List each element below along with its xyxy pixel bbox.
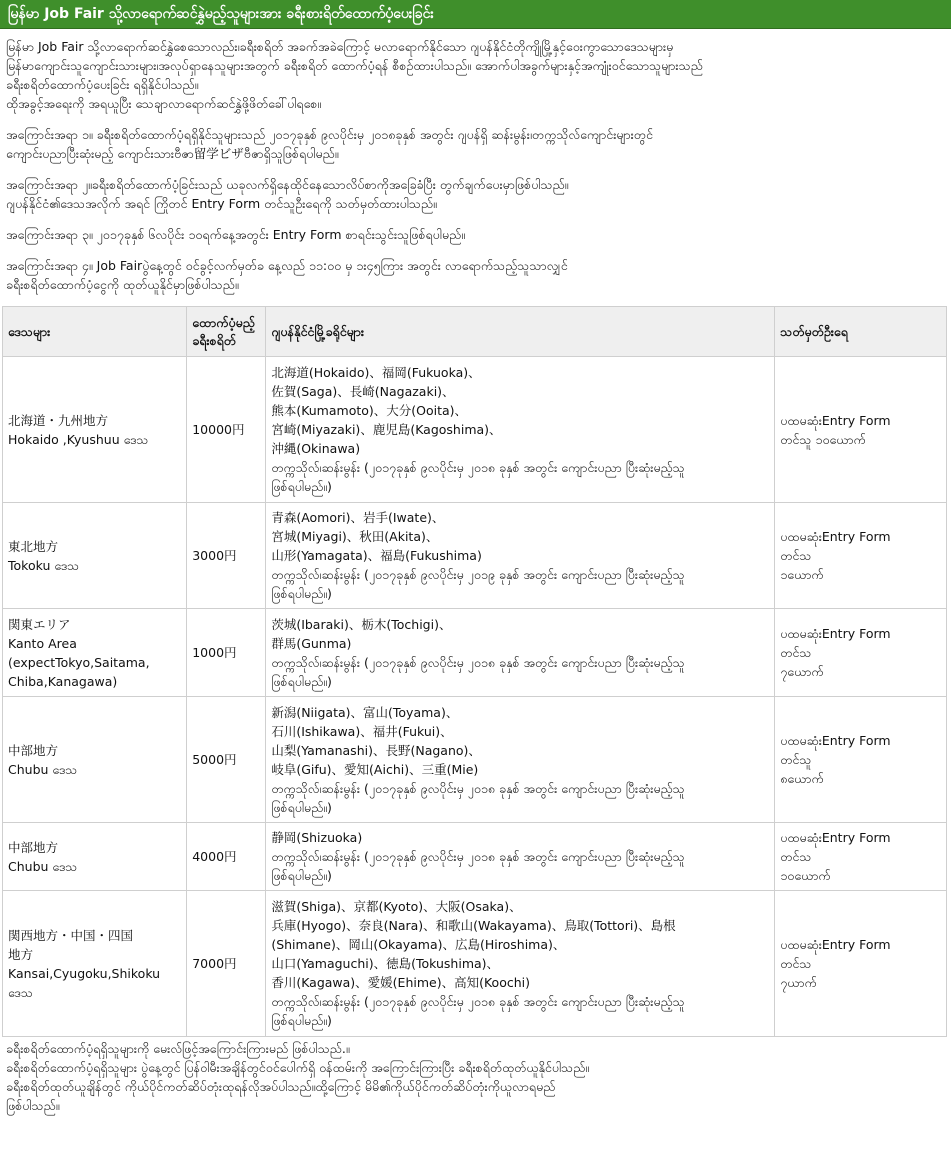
intro-line: ခရီးစရိတ်ထောက်ပံ့ပေးခြင်း ရရှိနိုင်ပါသည်။ xyxy=(6,77,199,92)
prefectures-cell-line: 滋賀(Shiga)、京都(Kyoto)、大阪(Osaka)、 xyxy=(271,899,522,914)
outro-line: ဖြစ်ပါသည်။ xyxy=(6,1098,60,1113)
table-body xyxy=(3,357,947,1037)
quota-cell-line: ၈ယောက် xyxy=(780,771,824,786)
prefectures-cell-line: 群馬(Gunma) xyxy=(271,635,352,651)
quota-cell-line: တင်သ xyxy=(780,645,812,660)
table-row xyxy=(3,357,947,503)
prefectures-cell-line: တက္ကသိုလ်၊ဆန်းမွန်း (၂၀၁၇ခုနှစ် ၉လပိုင်းမှ ၂၀၁၈ ခုနှစ် အတွင်း ကျောင်းပညာ ပြီးဆုံးမည့်သူ xyxy=(271,654,685,670)
intro-paragraph xyxy=(6,225,945,244)
outro-line: ခရီးစရိတ်ထောက်ပံ့ရရှိသူများ ပွဲနေ့တွင် ပြန်ဝါမီးအချိန်တွင်ဝင်ပေါက်ရှိ ဝန်ထမ်းကို အကြောင်းကြားပြီး ခရီးစရိတ်ထုတ်ယူနိုင်ပါသည်။ xyxy=(6,1060,590,1075)
intro-line: ထိုအခွင့်အရေးကို အရယူပြီး သေချာလာရောက်ဆင်နွှဲဖို့ဖိတ်ခေါ်ပါရစေ။ xyxy=(6,96,322,111)
header-region: ဒေသများ xyxy=(3,307,187,357)
region-cell-line: Hokaido ,Kyushuu ဒေသ xyxy=(8,431,149,447)
quota-cell-line: ပထမဆုံးEntry Form xyxy=(780,733,891,748)
prefectures-cell-line: တက္ကသိုလ်၊ဆန်းမွန်း (၂၀၁၇ခုနှစ် ၉လပိုင်းမှ ၂၀၁၈ ခုနှစ် အတွင်း ကျောင်းပညာ ပြီးဆုံးမည့်သူ xyxy=(271,780,685,796)
table-row xyxy=(3,823,947,891)
region-cell-line: 関東エリア xyxy=(8,616,71,632)
prefectures-cell-line: 佐賀(Saga)、長崎(Nagazaki)、 xyxy=(271,384,455,399)
region-cell-line: 中部地方 xyxy=(8,839,59,855)
prefectures-cell xyxy=(266,609,775,697)
header-fee-line2: ခရီးစရိတ် xyxy=(192,332,236,348)
intro-line: အကြောင်းအရာ ၃။ ၂၀၁၇ခုနှစ် ၆လပိုင်း ၁၀ရက်နေ့အတွင်း Entry Form စာရင်းသွင်းသူဖြစ်ရပါမည်။ xyxy=(6,227,465,242)
region-cell-line: 中部地方 xyxy=(8,742,59,758)
prefectures-cell-line: 新潟(Niigata)、富山(Toyama)、 xyxy=(271,704,459,720)
intro-paragraph xyxy=(6,175,945,213)
table-row xyxy=(3,609,947,697)
quota-cell-line: ၇ယာက် xyxy=(780,975,817,990)
prefectures-cell-line: တက္ကသိုလ်၊ဆန်းမွန်း (၂၀၁၇ခုနှစ် ၉လပိုင်းမှ ၂၀၁၉ ခုနှစ် အတွင်း ကျောင်းပညာ ပြီးဆုံးမည့်သူ xyxy=(271,567,685,582)
prefectures-cell-line: 山口(Yamaguchi)、徳島(Tokushima)、 xyxy=(271,956,500,971)
prefectures-cell-line: တက္ကသိုလ်၊ဆန်းမွန်း (၂၀၁၇ခုနှစ် ၉လပိုင်းမှ ၂၀၁၈ ခုနှစ် အတွင်း ကျောင်းပညာ ပြီးဆုံးမည့်သူ xyxy=(271,849,685,864)
quota-cell-line: တင်သ xyxy=(780,548,812,563)
intro-line: မြန်မာကျောင်းသူကျောင်းသားများ၊အလုပ်ရှာနေသူများအတွက် ခရီးစရိတ် ထောက်ပံ့ရန် စီစဉ်ထားပါသည်။ အောက်ပါအခွက်များနှင့်အကျုံးဝင်သောသူများသည် xyxy=(6,58,703,73)
region-cell-line: Kansai,Cyugoku,Shikoku xyxy=(8,965,161,981)
quota-cell-line: ပထမဆုံးEntry Form xyxy=(780,937,891,952)
prefectures-cell-line: ဖြစ်ရပါမည်။) xyxy=(271,868,332,883)
intro-line: ဂျပန်နိုင်ငံ၏ဒေသအလိုက် အရင် ကြိုတင် Entry Form တင်သူဦးရေကို သတ်မှတ်ထားပါသည်။ xyxy=(6,196,437,211)
quota-cell-line: ၁ယောက် xyxy=(780,567,824,582)
prefectures-cell-line: 宮城(Miyagi)、秋田(Akita)、 xyxy=(271,529,439,544)
region-cell xyxy=(3,503,187,609)
region-cell-line: 東北地方 xyxy=(8,538,59,554)
page-title: မြန်မာ Job Fair သို့လာရောက်ဆင်နွှဲမည့်သူများအား ခရီးစားရိတ်ထောက်ပံ့ပေးခြင်း xyxy=(0,0,951,29)
region-cell-line: (expectTokyo,Saitama, xyxy=(8,654,150,670)
intro-line: ကျောင်းပညာပြီးဆုံးမည့် ကျောင်းသားဗီဇာ留学ビザဗီဇာရှိသူဖြစ်ရပါမည်။ xyxy=(6,146,339,161)
region-cell-line: 地方 xyxy=(8,946,34,962)
region-cell-line: Chubu ဒေသ xyxy=(8,858,78,874)
intro-line: ခရီးစရိတ်ထောက်ပံ့ငွေကို ထုတ်ယူနိုင်မှာဖြစ်ပါသည်။ xyxy=(6,277,239,292)
table-header-row xyxy=(3,307,947,357)
fee-cell: 1000円 xyxy=(187,609,266,697)
prefectures-cell-line: 香川(Kagawa)、愛媛(Ehime)、高知(Koochi) xyxy=(271,975,530,990)
prefectures-cell-line: 青森(Aomori)、岩手(Iwate)、 xyxy=(271,510,445,525)
prefectures-cell-line: 静岡(Shizuoka) xyxy=(271,830,363,845)
table-row xyxy=(3,697,947,823)
quota-cell-line: ၁၀ယောက် xyxy=(780,868,831,883)
header-prefectures: ဂျပန်နိုင်ငံမြို့ခရိုင်များ xyxy=(266,307,775,357)
table-row xyxy=(3,891,947,1037)
region-cell xyxy=(3,609,187,697)
quota-cell-line: ပထမဆုံးEntry Form xyxy=(780,626,891,641)
prefectures-cell-line: တက္ကသိုလ်၊ဆန်းမွန်း (၂၀၁၇ခုနှစ် ၉လပိုင်းမှ ၂၀၁၈ ခုနှစ် အတွင်း ကျောင်းပညာ ပြီးဆုံးမည့်သူ xyxy=(271,994,685,1009)
prefectures-cell xyxy=(266,503,775,609)
region-cell xyxy=(3,823,187,891)
region-cell-line: Tokoku ဒေသ xyxy=(8,557,80,573)
prefectures-cell xyxy=(266,891,775,1037)
prefectures-cell-line: 岐阜(Gifu)、愛知(Aichi)、三重(Mie) xyxy=(271,761,479,777)
prefectures-cell-line: 北海道(Hokaido)、福岡(Fukuoka)、 xyxy=(271,365,481,380)
header-fee xyxy=(187,307,266,357)
fee-cell: 4000円 xyxy=(187,823,266,891)
fee-cell: 5000円 xyxy=(187,697,266,823)
prefectures-cell-line: 兵庫(Hyogo)、奈良(Nara)、和歌山(Wakayama)、鳥取(Tottori)、島根 xyxy=(271,918,676,933)
prefectures-cell-line: (Shimane)、岡山(Okayama)、広島(Hiroshima)、 xyxy=(271,937,566,952)
header-fee-line1: ထောက်ပံ့မည့် xyxy=(192,314,255,330)
quota-cell xyxy=(775,697,947,823)
prefectures-cell xyxy=(266,697,775,823)
quota-cell-line: ပထမဆုံးEntry Form xyxy=(780,830,891,845)
intro-paragraph xyxy=(6,256,945,294)
intro-paragraph xyxy=(6,125,945,163)
fee-cell: 7000円 xyxy=(187,891,266,1037)
quota-cell-line: တင်သ xyxy=(780,956,812,971)
prefectures-cell-line: ဖြစ်ရပါမည်။) xyxy=(271,586,332,601)
fee-cell: 10000円 xyxy=(187,357,266,503)
intro-line: အကြောင်းအရာ ၄။ Job Fairပွဲနေ့တွင် ဝင်ခွင့်လက်မှတ်ခ နေ့လည် ၁၁:၀၀ မှ ၁း၄၅ကြား အတွင်း လာရောက်သည့်သူသာလျှင် xyxy=(6,258,568,273)
region-cell xyxy=(3,891,187,1037)
prefectures-cell-line: 沖縄(Okinawa) xyxy=(271,441,361,456)
quota-cell-line: ပထမဆုံးEntry Form xyxy=(780,529,891,544)
intro-section xyxy=(6,37,945,294)
prefectures-cell-line: 山梨(Yamanashi)、長野(Nagano)、 xyxy=(271,742,481,758)
quota-cell xyxy=(775,357,947,503)
prefectures-cell-line: 茨城(Ibaraki)、栃木(Tochigi)、 xyxy=(271,616,452,632)
header-quota: သတ်မှတ်ဦးရေ xyxy=(775,307,947,357)
outro-line: ခရီးစရိတ်ထောက်ပံ့ရရှိသူများကို မေးလ်ဖြင့်အကြောင်းကြားမည် ဖြစ်ပါသည်.။ xyxy=(6,1041,350,1056)
intro-paragraph xyxy=(6,37,945,113)
prefectures-cell-line: 山形(Yamagata)、福島(Fukushima) xyxy=(271,548,482,563)
prefectures-cell-line: ဖြစ်ရပါမည်။) xyxy=(271,673,332,689)
quota-cell-line: ၇ယောက် xyxy=(780,664,824,679)
region-cell-line: ဒေသ xyxy=(8,984,33,1000)
region-cell-line: Chubu ဒေသ xyxy=(8,761,78,777)
region-cell xyxy=(3,697,187,823)
prefectures-cell-line: ဖြစ်ရပါမည်။) xyxy=(271,799,332,815)
table-row xyxy=(3,503,947,609)
region-cell-line: Chiba,Kanagawa) xyxy=(8,673,118,689)
quota-cell xyxy=(775,503,947,609)
quota-cell xyxy=(775,609,947,697)
prefectures-cell-line: တက္ကသိုလ်၊ဆန်းမွန်း (၂၀၁၇ခုနှစ် ၉လပိုင်းမှ ၂၀၁၈ ခုနှစ် အတွင်း ကျောင်းပညာ ပြီးဆုံးမည့်သူ xyxy=(271,460,685,475)
main-content xyxy=(0,29,951,1115)
intro-line: မြန်မာ Job Fair သို့လာရောက်ဆင်နွှဲစေသောလည်း၊ခရီးစရိတ် အခက်အခဲကြောင့် မလာရောက်နိုင်သော ဂျပန်နိုင်ငံတိုကျိုမြို့နှင့်ဝေးကွာသောဒေသများမှ xyxy=(6,39,674,54)
outro-line: ခရီးစရိတ်ထုတ်ယူချိန်တွင် ကိုယ်ပိုင်ကတ်ဆိပ်တုံးထုရန်လိုအပ်ပါသည်။ထို့ကြောင့် မိမိ၏ကိုယ်ပိုင်ကတ်ဆိပ်တုံးကိုယူလာရမည် xyxy=(6,1079,556,1094)
prefectures-cell xyxy=(266,823,775,891)
intro-line: အကြောင်းအရာ ၁။ ခရီးစရိတ်ထောက်ပံ့ရရှိနိုင်သူများသည် ၂၀၁၇ခုနှစ် ၉လပိုင်းမှ ၂၀၁၈ခုနှစ် အတွင်း ဂျပန်ရှိ ဆန်းမွန်း၊တက္ကသိုလ်ကျောင်းများတွင် xyxy=(6,127,653,142)
region-cell-line: 関西地方・中国・四国 xyxy=(8,927,134,943)
prefectures-cell-line: 熊本(Kumamoto)、大分(Ooita)、 xyxy=(271,403,468,418)
quota-cell-line: ပထမဆုံးEntry Form xyxy=(780,412,891,428)
region-cell-line: Kanto Area xyxy=(8,635,77,651)
prefectures-cell-line: ဖြစ်ရပါမည်။) xyxy=(271,479,332,494)
quota-cell-line: တင်သ xyxy=(780,849,812,864)
outro-section xyxy=(6,1039,945,1115)
quota-cell xyxy=(775,891,947,1037)
travel-subsidy-table xyxy=(2,306,947,1037)
region-cell-line: 北海道・九州地方 xyxy=(8,412,109,428)
region-cell xyxy=(3,357,187,503)
intro-line: အကြောင်းအရာ ၂။ခရီးစရိတ်ထောက်ပံ့ခြင်းသည် ယခုလက်ရှိနေထိုင်နေသောလိပ်စာကိုအခြေခံပြီး တွက်ချက်ပေးမှာဖြစ်ပါသည်။ xyxy=(6,177,569,192)
prefectures-cell-line: 石川(Ishikawa)、福井(Fukui)、 xyxy=(271,723,453,739)
prefectures-cell-line: ဖြစ်ရပါမည်။) xyxy=(271,1013,332,1028)
prefectures-cell-line: 宮崎(Miyazaki)、鹿児島(Kagoshima)、 xyxy=(271,422,502,437)
prefectures-cell xyxy=(266,357,775,503)
quota-cell-line: တင်သူ ၁၀ယောက် xyxy=(780,431,866,447)
quota-cell-line: တင်သူ xyxy=(780,752,812,767)
quota-cell xyxy=(775,823,947,891)
fee-cell: 3000円 xyxy=(187,503,266,609)
